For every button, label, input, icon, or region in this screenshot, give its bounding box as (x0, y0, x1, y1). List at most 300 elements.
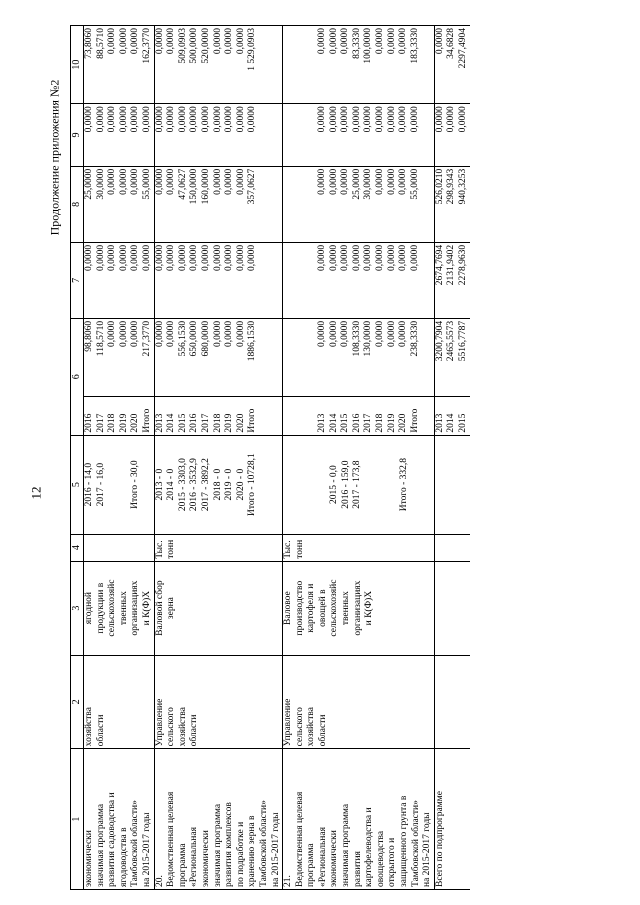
cell-line: 526,0210 (434, 168, 445, 205)
cell-line: 0,0000 (212, 28, 223, 55)
cell-line: 55,0000 (141, 168, 152, 200)
year-cell (283, 397, 435, 436)
cell-line: 2014 - 0 (166, 468, 177, 501)
cell-line: 0,0000 (177, 106, 188, 133)
cell-line: 0,0000 (154, 168, 165, 195)
cell-line: 0,0000 (95, 106, 106, 133)
cell-line: ягодной (84, 591, 94, 625)
cell-line: 2019 (386, 413, 397, 433)
cell-line: производство (294, 580, 305, 636)
cell-line: 0,0000 (247, 106, 258, 133)
cell-line: 0,0000 (351, 244, 362, 271)
header-cell: 7 (71, 242, 84, 318)
cell-line: 0,0000 (386, 168, 397, 195)
continuation-title: Продолжение приложения №2 (47, 79, 62, 236)
cell-line: 183,3330 (409, 28, 420, 64)
cell-line: Итого - 332,8 (398, 457, 409, 512)
cell-line: 0,0000 (328, 244, 339, 271)
cell-line (364, 438, 376, 532)
cell-line: 0,0000 (107, 106, 118, 133)
cell-line: 680,0000 (200, 320, 211, 357)
responsible-cell (84, 655, 155, 749)
cell-line: 2016 - 3532,9 (189, 458, 200, 512)
header-cell: 6 (71, 318, 84, 435)
cell-line: 0,0000 (212, 168, 223, 195)
regional-budget-cell (84, 166, 155, 242)
cell-line: 0,0000 (224, 168, 235, 195)
cell-line: 650,0000 (189, 320, 200, 357)
cell-line: 0,0000 (224, 320, 235, 348)
cell-line: 47,0627 (177, 168, 188, 200)
cell-line: 0,0000 (224, 106, 235, 133)
cell-line: Итого (409, 408, 420, 433)
federal-budget-cell (283, 242, 435, 318)
cell-line: 0,0000 (118, 28, 129, 55)
cell-line: 83,3330 (351, 28, 362, 59)
cell-line: 0,0000 (118, 320, 129, 348)
cell-line: 0,0000 (154, 320, 165, 348)
cell-line: 2016 - 14,0 (84, 462, 94, 507)
cell-line: Тыс. (154, 540, 165, 559)
cell-line: 0,0000 (141, 106, 152, 133)
cell-line: 2015 (177, 413, 188, 433)
local-budget-cell (434, 104, 469, 167)
cell-line: организациях (352, 580, 363, 636)
finance-total-cell (283, 318, 435, 396)
cell-line: 0,0000 (340, 168, 351, 195)
cell-line: 2020 (130, 413, 141, 433)
cell-line: 2018 (212, 413, 223, 433)
cell-line: 2019 - 0 (224, 468, 235, 501)
cell-line: и К(Ф)Х (141, 590, 152, 626)
federal-budget-cell (434, 242, 469, 318)
cell-line: 0,0000 (363, 106, 374, 133)
cell-line: 0,0000 (317, 168, 328, 195)
header-cell: 9 (71, 104, 84, 167)
program-name-cell (283, 749, 435, 890)
cell-line: 2465,5573 (446, 320, 457, 362)
cell-line: 0,0000 (118, 106, 129, 133)
cell-line: 0,0000 (154, 28, 165, 55)
unit-cell (283, 534, 435, 561)
cell-line: 0,0000 (235, 106, 246, 133)
table-row-top (84, 26, 155, 890)
cell-line: 0,0000 (200, 244, 211, 271)
cell-line: Ведомственная целевая (166, 791, 177, 887)
cell-line: на 2015-2017 годы (141, 812, 152, 887)
empty-cell (434, 561, 469, 655)
regional-budget-cell (154, 166, 283, 242)
header-cell: 5 (71, 435, 84, 534)
cell-line: 0,0000 (166, 320, 177, 348)
cell-line: 1 529,0903 (247, 28, 258, 71)
cell-line: овощей в (317, 589, 328, 627)
cell-line: 162,3770 (141, 28, 152, 64)
cell-line: 238,3330 (409, 320, 420, 357)
cell-line: 34,6828 (446, 28, 457, 59)
cell-line: 0,0000 (351, 106, 362, 133)
cell-line: 2013 (317, 413, 328, 433)
extra-budget-cell (84, 26, 155, 104)
cell-line: 0,0000 (235, 28, 246, 55)
cell-line: экономически (200, 830, 211, 887)
federal-budget-cell (84, 242, 155, 318)
cell-line: 2020 (398, 413, 409, 433)
cell-line: 150,0000 (189, 168, 200, 205)
cell-line: 0,0000 (398, 168, 409, 195)
cell-line: 2019 (224, 413, 235, 433)
cell-line: 0,0000 (130, 168, 141, 195)
rotated-table-wrapper (70, 25, 590, 890)
cell-line: твенных (341, 591, 352, 626)
cell-line: 0,0000 (434, 28, 445, 55)
cell-line: 0,0000 (235, 320, 246, 348)
cell-line: 2016 (189, 413, 200, 433)
cell-line: 0,0000 (434, 106, 445, 133)
cell-line: Итого - 30,0 (130, 460, 141, 509)
cell-line: 2017 - 3892,2 (200, 458, 211, 512)
cell-line: 2018 (375, 413, 386, 433)
cell-line: 3200,7904 (434, 320, 445, 362)
cell-line: 0,0000 (375, 320, 386, 348)
cell-line: 0,0000 (375, 28, 386, 55)
header-cell: 1 (71, 749, 84, 890)
cell-line: программа (177, 843, 188, 887)
cell-line: 2013 (434, 413, 445, 433)
cell-line: 30,0000 (95, 168, 106, 200)
cell-line: тонн (166, 539, 177, 559)
cell-line: ягодоводства в (118, 827, 129, 887)
cell-line: 160,0000 (200, 168, 211, 205)
empty-cell (434, 435, 469, 534)
regional-budget-cell (434, 166, 469, 242)
cell-line: Валовое (283, 591, 294, 625)
cell-line: 0,0000 (317, 28, 328, 55)
target-values-cell (283, 435, 435, 534)
cell-line (119, 438, 131, 532)
cell-line: 0,0000 (375, 244, 386, 271)
cell-line: 2017 - 173,8 (352, 460, 363, 509)
cell-line: 0,0000 (154, 244, 165, 271)
cell-line: продукции в (95, 582, 106, 634)
cell-line: 500,0000 (189, 28, 200, 64)
cell-line: Управление (154, 698, 165, 747)
cell-line: 0,0000 (189, 244, 200, 271)
cell-line: 0,0000 (107, 320, 118, 348)
cell-line: 2017 - 16,0 (95, 462, 106, 507)
local-budget-cell (84, 104, 155, 167)
responsible-cell (283, 655, 435, 749)
cell-line: 0,0000 (130, 106, 141, 133)
cell-line: 940,3253 (458, 168, 468, 205)
cell-line: 0,0000 (224, 28, 235, 55)
federal-budget-cell (154, 242, 283, 318)
cell-line: 130,0000 (363, 320, 374, 357)
cell-line (375, 438, 387, 532)
cell-line: 0,0000 (166, 244, 177, 271)
cell-line: 0,0000 (398, 106, 409, 133)
cell-line: 0,0000 (247, 244, 258, 271)
cell-line: 73,8060 (84, 28, 94, 59)
header-cell: 2 (71, 655, 84, 749)
cell-line: 0,0000 (130, 244, 141, 271)
cell-line: хозяйства (306, 707, 317, 747)
row-number: 21. (283, 875, 294, 887)
responsible-cell (154, 655, 283, 749)
cell-line: 88,5710 (95, 28, 106, 59)
cell-line: 0,0000 (212, 106, 223, 133)
cell-line: «Региональная (189, 827, 200, 887)
cell-line (107, 438, 119, 532)
cell-line: 0,0000 (340, 320, 351, 348)
cell-line: 2015 (340, 413, 351, 433)
cell-line: 0,0000 (95, 244, 106, 271)
local-budget-cell (283, 104, 435, 167)
cell-line: 25,0000 (84, 168, 94, 200)
cell-line: экономически (84, 830, 94, 887)
cell-line: программа (306, 843, 317, 887)
unit-cell (154, 534, 283, 561)
program-name-cell (154, 749, 283, 890)
cell-line: «Региональная (317, 827, 328, 887)
target-values-cell (84, 435, 155, 534)
indicator-cell (283, 561, 435, 655)
cell-line: 0,0000 (118, 244, 129, 271)
cell-line: 2278,9630 (458, 244, 468, 286)
cell-line: 0,0000 (166, 28, 177, 55)
cell-line: 0,0000 (84, 106, 94, 133)
extra-budget-cell (434, 26, 469, 104)
cell-line: 217,3770 (141, 320, 152, 357)
extra-budget-cell (283, 26, 435, 104)
cell-line: 2017 (200, 413, 211, 433)
cell-line: Итого (247, 408, 258, 433)
cell-line: значимая программа (341, 803, 352, 887)
cell-line: хозяйства (84, 707, 94, 747)
cell-line: 0,0000 (84, 244, 94, 271)
cell-line: 0,0000 (154, 106, 165, 133)
cell-line: сельского (166, 707, 177, 747)
cell-line: 118,5710 (95, 320, 106, 357)
cell-line: 2131,9402 (446, 244, 457, 286)
cell-line: 2015 - 0,0 (329, 465, 340, 505)
cell-line: 2017 (95, 413, 106, 433)
cell-line: сельскохозяйс (107, 579, 118, 637)
cell-line: 298,9343 (446, 168, 457, 205)
cell-line: 0,0000 (130, 28, 141, 55)
cell-line: 0,0000 (107, 168, 118, 195)
cell-line: 0,0000 (317, 244, 328, 271)
cell-line (387, 438, 399, 532)
cell-line: 0,0000 (107, 244, 118, 271)
cell-line: зерна (166, 597, 177, 620)
cell-line: 0,0000 (328, 320, 339, 348)
cell-line: твенных (118, 591, 129, 626)
cell-line: Итого (141, 408, 152, 433)
cell-line: картофеля и (306, 583, 317, 633)
year-cell (434, 397, 469, 436)
finance-total-cell (154, 318, 283, 396)
empty-cell (434, 534, 469, 561)
cell-line: 0,0000 (166, 106, 177, 133)
cell-line: 108,3330 (351, 320, 362, 357)
cell-line: 0,0000 (328, 168, 339, 195)
cell-line: развития (352, 851, 363, 887)
cell-line: 2020 - 0 (235, 468, 246, 501)
cell-line: 0,0000 (107, 28, 118, 55)
indicator-cell (154, 561, 283, 655)
cell-line: Тамбовской области» (258, 800, 269, 887)
cell-line: хранению зерна в (247, 815, 258, 887)
local-budget-cell (154, 104, 283, 167)
cell-line: организациях (130, 580, 141, 636)
cell-line: 2014 (446, 413, 457, 433)
cell-line: 0,0000 (212, 244, 223, 271)
finance-total-cell (434, 318, 469, 396)
cell-line: 0,0000 (340, 244, 351, 271)
cell-line: 357,0627 (247, 168, 258, 205)
finance-total-cell (84, 318, 155, 396)
cell-line: 0,0000 (317, 106, 328, 133)
program-name-cell (84, 749, 155, 890)
cell-line: 556,1530 (177, 320, 188, 357)
table-row-20 (154, 26, 283, 890)
cell-line: 0,0000 (398, 28, 409, 55)
cell-line: 1886,1530 (247, 320, 258, 362)
cell-line: хозяйства (177, 707, 188, 747)
cell-line: Управление (283, 698, 294, 747)
cell-line: 0,0000 (458, 106, 468, 133)
cell-line: Тамбовской области» (410, 800, 421, 887)
regional-budget-cell (283, 166, 435, 242)
cell-line: 2013 - 0 (154, 468, 165, 501)
cell-line: 2016 (84, 413, 94, 433)
cell-line: 100,0000 (363, 28, 374, 64)
cell-line: 0,0000 (235, 168, 246, 195)
cell-line: сельскохозяйс (329, 579, 340, 637)
cell-line: 0,0000 (386, 320, 397, 348)
cell-line: тонн (294, 539, 305, 559)
cell-line: 0,0000 (398, 320, 409, 348)
year-cell (154, 397, 283, 436)
cell-line: 0,0000 (340, 106, 351, 133)
table-row-total (434, 26, 469, 890)
cell-line: на 2015-2017 годы (270, 812, 281, 887)
cell-line: 25,0000 (351, 168, 362, 200)
cell-line: 55,0000 (409, 168, 420, 200)
cell-line: Ведомственная целевая (294, 791, 305, 887)
cell-line: сельского (294, 707, 305, 747)
cell-line: 2014 (166, 413, 177, 433)
cell-line: 2016 (351, 413, 362, 433)
cell-line: 0,0000 (328, 28, 339, 55)
header-cell: 8 (71, 166, 84, 242)
extra-budget-cell (154, 26, 283, 104)
cell-line: 0,0000 (200, 106, 211, 133)
empty-cell (434, 655, 469, 749)
cell-line: 509,0903 (177, 28, 188, 64)
cell-line: 0,0000 (189, 106, 200, 133)
header-cell: 10 (71, 26, 84, 104)
year-cell (84, 397, 155, 436)
cell-line: области (189, 714, 200, 747)
cell-line: 0,0000 (224, 244, 235, 271)
cell-line: 0,0000 (177, 244, 188, 271)
cell-line: 0,0000 (386, 106, 397, 133)
table-row-21 (283, 26, 435, 890)
indicator-cell (84, 561, 155, 655)
cell-line: значимая программа (95, 803, 106, 887)
cell-line: области (317, 714, 328, 747)
cell-line: 0,0000 (375, 106, 386, 133)
cell-line: по подработке и (235, 821, 246, 887)
total-label: Всего по подпрограмме (434, 749, 469, 890)
cell-line: развития комплексов (224, 802, 235, 887)
cell-line: картофелеводства и (364, 807, 375, 887)
cell-line: 2016 - 159,0 (340, 460, 351, 509)
cell-line: 0,0000 (386, 244, 397, 271)
cell-line: 98,8060 (84, 320, 94, 352)
cell-line: 2013 (154, 413, 165, 433)
cell-line: 2674,7694 (434, 244, 445, 286)
cell-line: защищенного грунта в (399, 795, 410, 887)
cell-line: Тыс. (283, 540, 294, 559)
cell-line: 2017 (363, 413, 374, 433)
cell-line: 0,0000 (386, 28, 397, 55)
cell-line: 0,0000 (340, 28, 351, 55)
cell-line: 0,0000 (398, 244, 409, 271)
target-values-cell (154, 435, 283, 534)
cell-line: 0,0000 (130, 320, 141, 348)
cell-line: 2015 (458, 413, 468, 433)
header-cell: 3 (71, 561, 84, 655)
cell-line: 0,0000 (141, 244, 152, 271)
cell-line: 0,0000 (375, 168, 386, 195)
cell-line: на 2015-2017 годы (422, 812, 433, 887)
cell-line: 2020 (235, 413, 246, 433)
cell-line: 2015 - 3303,0 (177, 458, 188, 512)
cell-line: развития садоводства и (107, 792, 118, 887)
cell-line: Итого - 10728,1 (247, 453, 258, 517)
cell-line: 0,0000 (166, 168, 177, 195)
cell-line: 2297,4904 (458, 28, 468, 69)
cell-line: 0,0000 (409, 244, 420, 271)
cell-line: 2014 (328, 413, 339, 433)
cell-line: Валовой сбор (154, 580, 165, 636)
cell-line: значимая программа (212, 803, 223, 887)
header-row (71, 26, 84, 890)
cell-line: экономически (329, 830, 340, 887)
cell-line: 0,0000 (317, 320, 328, 348)
cell-line: 520,0000 (200, 28, 211, 64)
cell-line: Тамбовской области» (130, 800, 141, 887)
unit-cell (84, 534, 155, 561)
cell-line: 0,0000 (363, 244, 374, 271)
cell-line: 30,0000 (363, 168, 374, 200)
cell-line: 2019 (118, 413, 129, 433)
cell-line: 2018 - 0 (212, 468, 223, 501)
page-number: 12 (28, 486, 44, 500)
row-number: 20. (154, 875, 165, 887)
cell-line: 0,0000 (212, 320, 223, 348)
cell-line: и К(Ф)Х (364, 590, 375, 626)
cell-line: 0,0000 (328, 106, 339, 133)
program-table (70, 25, 470, 890)
cell-line: овощеводства (375, 830, 386, 887)
cell-line: области (95, 714, 106, 747)
header-cell: 4 (71, 534, 84, 561)
cell-line: 5516,7787 (458, 320, 468, 362)
